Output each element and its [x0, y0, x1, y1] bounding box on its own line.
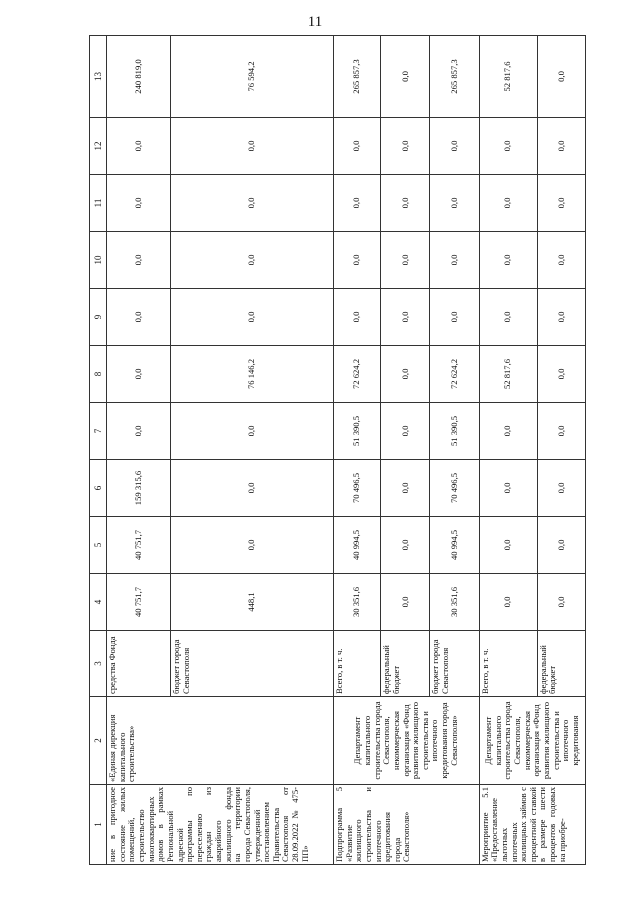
table-row [479, 36, 537, 865]
value-cell: 0,0 [537, 517, 585, 574]
value-cell: 0,0 [381, 175, 430, 232]
value-cell: 0,0 [171, 289, 334, 346]
value-cell: 0,0 [479, 460, 537, 517]
value-cell: 0,0 [537, 118, 585, 175]
header-cell: 8 [90, 346, 107, 403]
value-cell: 0,0 [381, 289, 430, 346]
header-cell: 11 [90, 175, 107, 232]
value-cell: 70 496,5 [430, 460, 479, 517]
header-cell: 1 [90, 785, 107, 865]
value-cell: 265 857,3 [430, 36, 479, 118]
source-cell: бюджет города Севастополя [171, 631, 334, 697]
source-cell: Всего, в т. ч. [479, 631, 537, 697]
header-cell: 13 [90, 36, 107, 118]
value-cell: 30 351,6 [334, 574, 381, 631]
value-cell: 70 496,5 [334, 460, 381, 517]
header-cell: 9 [90, 289, 107, 346]
header-cell: 4 [90, 574, 107, 631]
value-cell: 0,0 [381, 460, 430, 517]
budget-table [89, 35, 586, 865]
value-cell: 0,0 [381, 517, 430, 574]
value-cell: 0,0 [479, 517, 537, 574]
value-cell: 0,0 [381, 403, 430, 460]
value-cell: 0,0 [107, 232, 171, 289]
value-cell: 0,0 [479, 175, 537, 232]
value-cell: 0,0 [107, 403, 171, 460]
value-cell: 159 315,6 [107, 460, 171, 517]
value-cell: 0,0 [107, 289, 171, 346]
value-cell: 72 624,2 [430, 346, 479, 403]
source-cell: федеральный бюджет [537, 631, 585, 697]
value-cell: 0,0 [381, 118, 430, 175]
header-cell: 12 [90, 118, 107, 175]
value-cell: 0,0 [479, 232, 537, 289]
executor-cell: Департамент капитального строительства города Севастополя, некоммерческая организация «Фонд развития жилищного строительства и ипотечного кредитования [479, 697, 585, 785]
value-cell: 76 146,2 [171, 346, 334, 403]
value-cell: 0,0 [171, 403, 334, 460]
header-cell: 7 [90, 403, 107, 460]
value-cell: 0,0 [171, 460, 334, 517]
value-cell: 0,0 [171, 118, 334, 175]
value-cell: 0,0 [107, 346, 171, 403]
program-name-cell: Мероприятие 5.1 «Предоставление льготных ипотечных жилищных займов с процентной ставкой в размере шести процентов годовых на приобре- [479, 785, 585, 865]
value-cell: 30 351,6 [430, 574, 479, 631]
source-cell: Всего, в т. ч. [334, 631, 381, 697]
value-cell: 52 817,6 [479, 346, 537, 403]
value-cell: 0,0 [479, 118, 537, 175]
value-cell: 0,0 [381, 232, 430, 289]
header-cell: 10 [90, 232, 107, 289]
value-cell: 0,0 [430, 232, 479, 289]
value-cell: 0,0 [171, 232, 334, 289]
header-cell: 3 [90, 631, 107, 697]
value-cell: 0,0 [107, 118, 171, 175]
value-cell: 0,0 [171, 175, 334, 232]
source-cell: бюджет города Севастополя [430, 631, 479, 697]
value-cell: 0,0 [334, 175, 381, 232]
value-cell: 51 390,5 [334, 403, 381, 460]
value-cell: 40 994,5 [430, 517, 479, 574]
header-row [90, 36, 107, 865]
table-row [334, 36, 381, 865]
header-cell: 6 [90, 460, 107, 517]
value-cell: 448,1 [171, 574, 334, 631]
value-cell: 0,0 [537, 574, 585, 631]
value-cell: 0,0 [537, 232, 585, 289]
value-cell: 0,0 [381, 346, 430, 403]
value-cell: 0,0 [537, 460, 585, 517]
value-cell: 0,0 [381, 36, 430, 118]
value-cell: 52 817,6 [479, 36, 537, 118]
value-cell: 0,0 [537, 346, 585, 403]
value-cell: 0,0 [479, 289, 537, 346]
header-cell: 5 [90, 517, 107, 574]
value-cell: 51 390,5 [430, 403, 479, 460]
value-cell: 0,0 [334, 118, 381, 175]
value-cell: 40 751,7 [107, 517, 171, 574]
value-cell: 0,0 [537, 403, 585, 460]
value-cell: 0,0 [479, 574, 537, 631]
program-name-cell: Подпрограмма 5 «Развитие жилищного строительства и ипотечного кредитования города Севастополя» [334, 785, 480, 865]
header-cell: 2 [90, 697, 107, 785]
value-cell: 72 624,2 [334, 346, 381, 403]
source-cell: средства Фонда [107, 631, 171, 697]
value-cell: 0,0 [430, 118, 479, 175]
page-number: 11 [307, 14, 323, 30]
rotated-table-area [89, 35, 586, 865]
value-cell: 0,0 [537, 36, 585, 118]
value-cell: 0,0 [537, 175, 585, 232]
source-cell: федеральный бюджет [381, 631, 430, 697]
value-cell: 40 994,5 [334, 517, 381, 574]
value-cell: 0,0 [381, 574, 430, 631]
value-cell: 0,0 [334, 232, 381, 289]
executor-cell: Департамент капитального строительства города Севастополя, некоммерческая организация «Фонд развития жилищного строительства и ипотечного кредитования города Севастополя» [334, 697, 480, 785]
value-cell: 240 819,0 [107, 36, 171, 118]
value-cell: 0,0 [107, 175, 171, 232]
value-cell: 0,0 [430, 289, 479, 346]
value-cell: 0,0 [171, 517, 334, 574]
value-cell: 0,0 [334, 289, 381, 346]
value-cell: 265 857,3 [334, 36, 381, 118]
program-name-cell: ние в пригодное состояние жилых помещений, строительство многоквартирных домов в рамках Региональной адресной программы по переселению граждан из аварийного жилищного фонда на территории города Севастополя, утвержденной постановлением Правительства Севастополя от 28.09.2022 № 475-ПП» [107, 785, 334, 865]
value-cell: 0,0 [430, 175, 479, 232]
value-cell: 76 594,2 [171, 36, 334, 118]
value-cell: 0,0 [479, 403, 537, 460]
value-cell: 40 751,7 [107, 574, 171, 631]
table-row [107, 36, 171, 865]
executor-cell: «Единая дирекция капитального строительства» [107, 697, 334, 785]
value-cell: 0,0 [537, 289, 585, 346]
